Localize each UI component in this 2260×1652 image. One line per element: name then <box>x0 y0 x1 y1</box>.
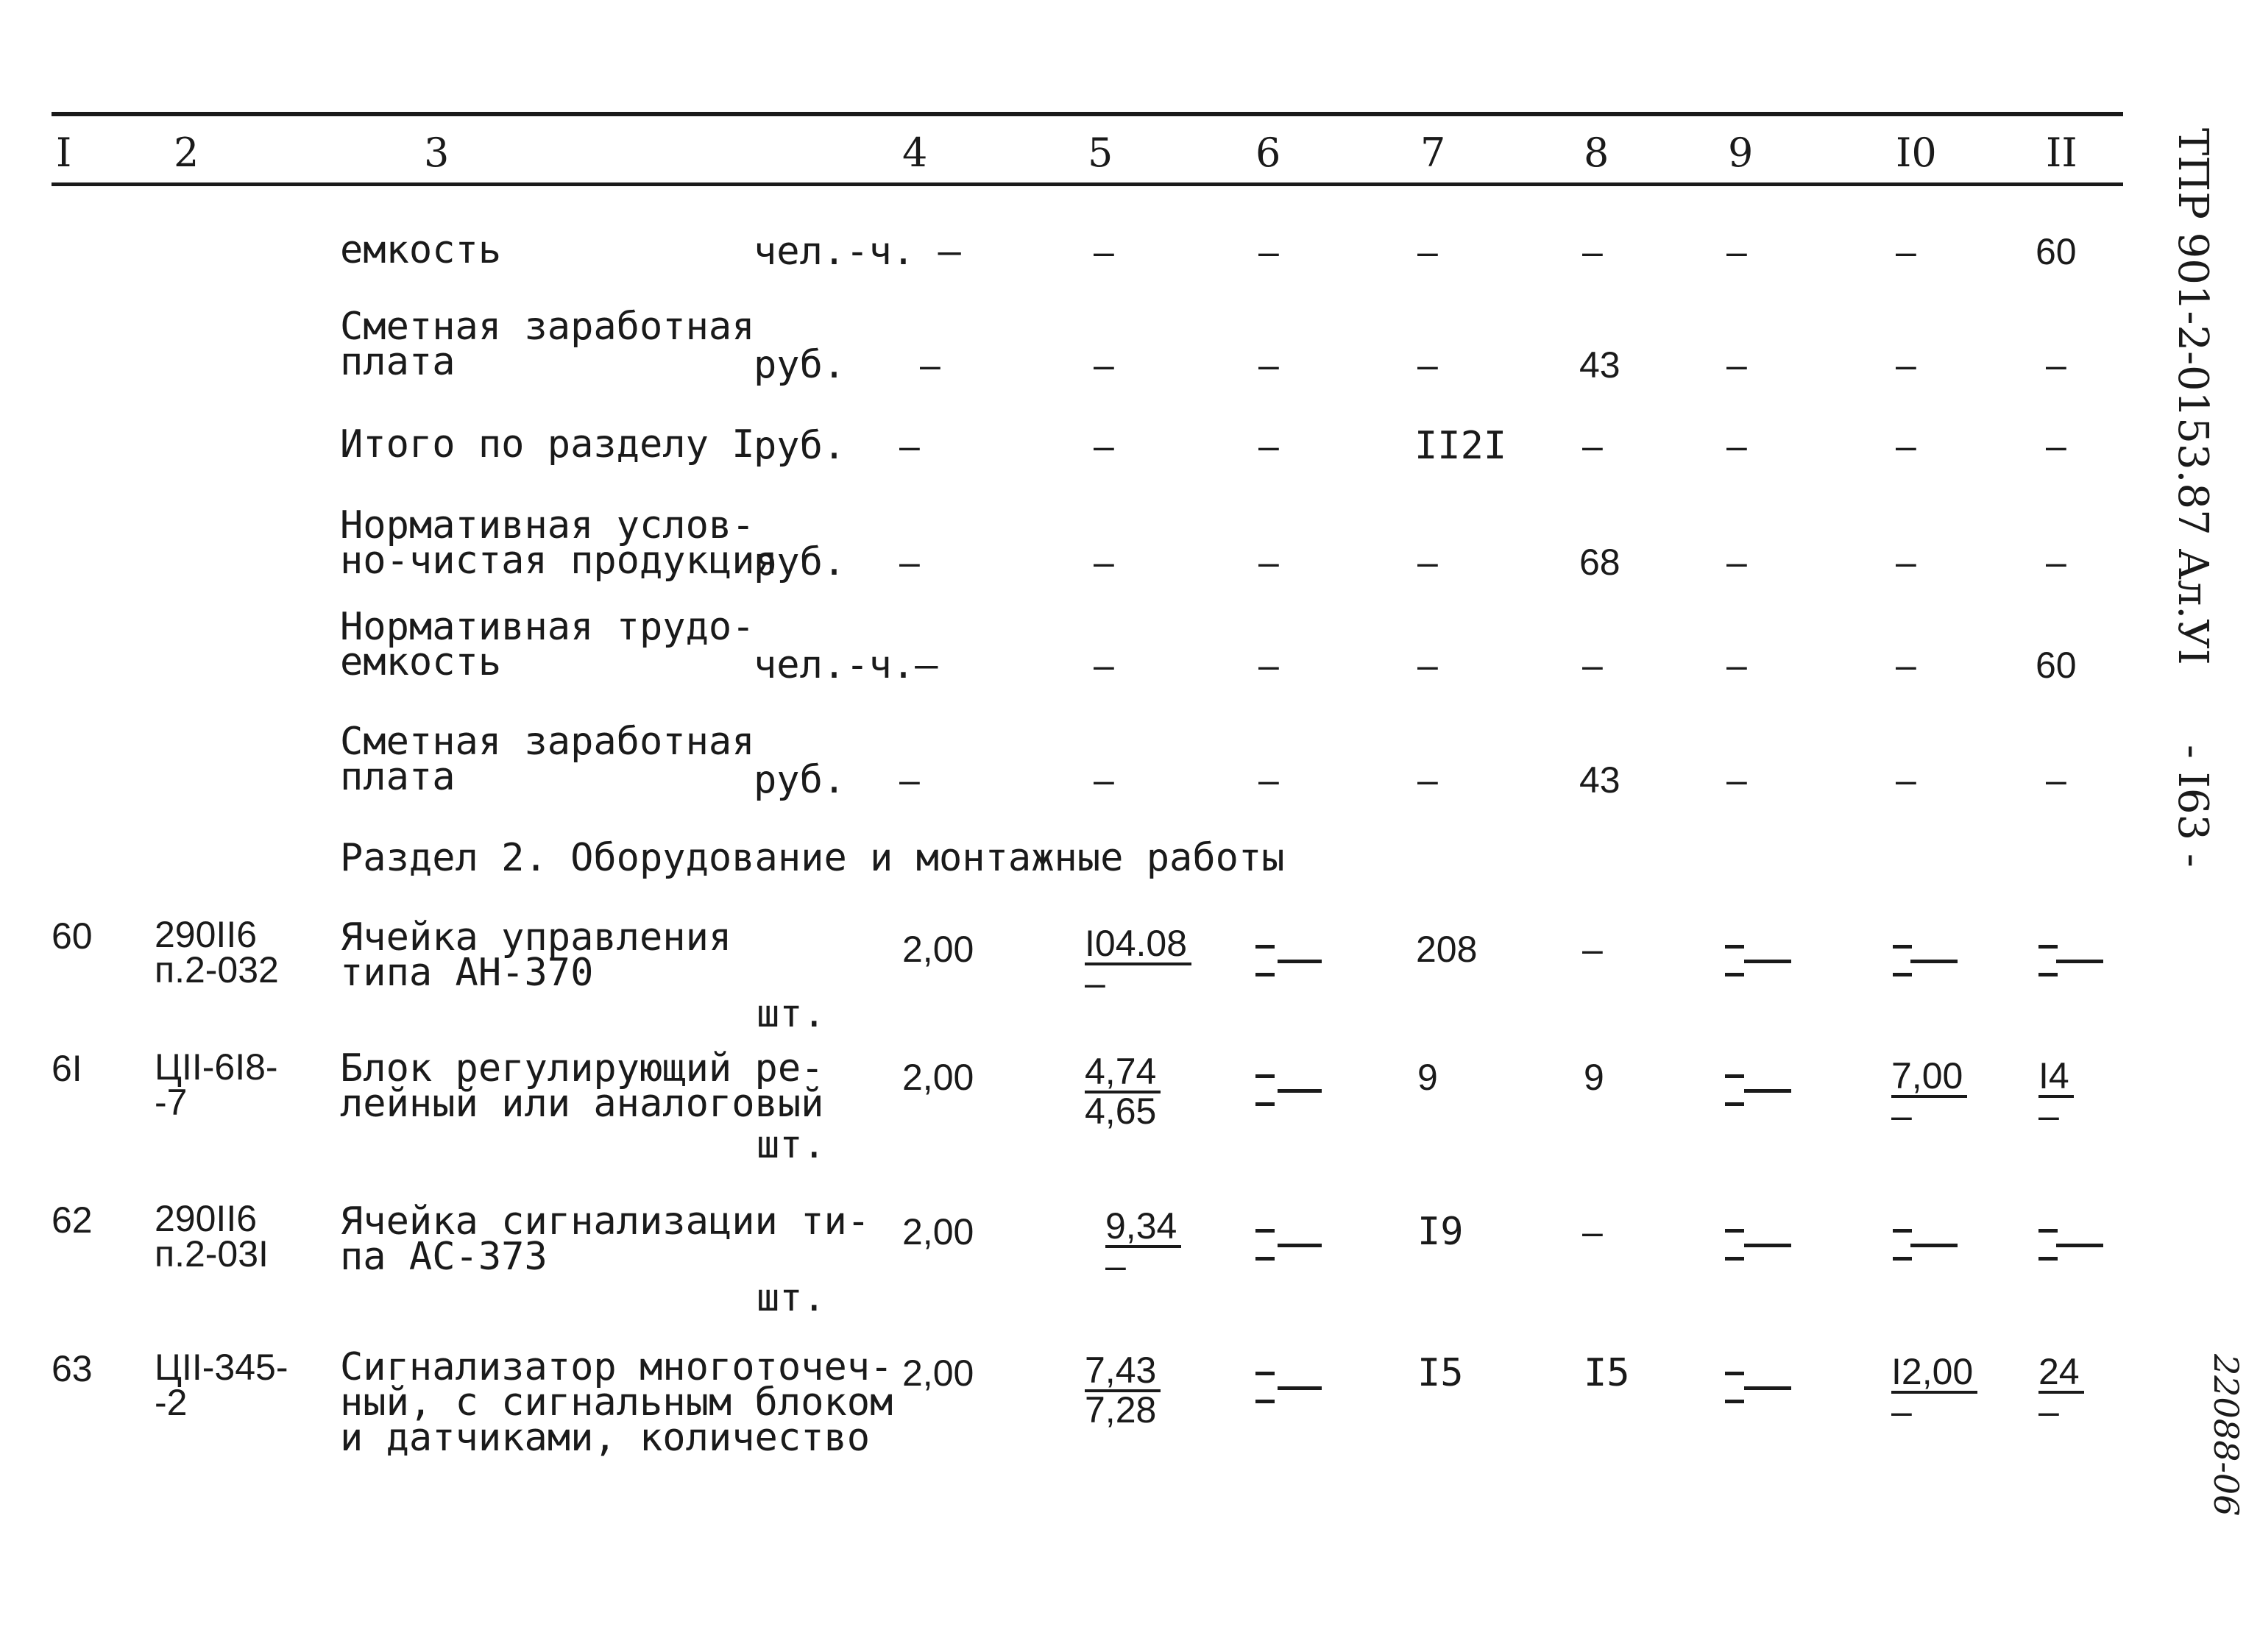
col10-numerator: 7,00 <box>1891 1058 1967 1098</box>
cell-col11: – <box>2046 542 2066 583</box>
row-name: емкость <box>340 228 502 272</box>
cell-col8: 9 <box>1584 1057 1604 1098</box>
cell-col9: – <box>1726 542 1747 583</box>
cell-col10: – <box>1896 542 1916 583</box>
cell-col8: – <box>1582 425 1603 467</box>
cell-col7: – <box>1417 542 1438 583</box>
item-number: 60 <box>52 915 93 957</box>
col11-denominator: – <box>2038 1391 2059 1432</box>
item-unit: шт. <box>757 992 826 1036</box>
cell-col10: – <box>1896 344 1916 386</box>
item-name: Сигнализатор многоточеч- ный, с сигнальным блоком и датчиками, количество <box>340 1345 893 1460</box>
cell-col7: I5 <box>1417 1351 1464 1395</box>
price-fraction <box>1085 923 1191 1004</box>
cell-col8: I5 <box>1584 1351 1630 1395</box>
cell-col8: 43 <box>1579 344 1620 386</box>
cell-col11: – <box>2046 759 2066 801</box>
price-fraction <box>1085 1350 1161 1431</box>
col11-numerator: 24 <box>2038 1354 2084 1394</box>
cell-col6: – <box>1258 542 1279 583</box>
cell-col10: – <box>1896 645 1916 686</box>
price-numerator: 9,34 <box>1105 1208 1181 1248</box>
col11-fraction <box>2038 1351 2084 1432</box>
col-header-6: 6 <box>1255 130 1281 176</box>
price-denominator: – <box>1085 963 1105 1004</box>
col-header-8: 8 <box>1584 130 1609 176</box>
cell-col5: – <box>1094 542 1114 583</box>
section-title: Раздел 2. Оборудование и монтажные работы <box>340 836 1285 880</box>
cell-col10: – <box>1896 231 1916 272</box>
row-name: Сметная заработная плата <box>340 720 755 799</box>
col11-numerator: I4 <box>2038 1058 2074 1098</box>
col10-denominator: – <box>1891 1095 1912 1136</box>
item-quantity: 2,00 <box>902 929 974 970</box>
cell-col7: – <box>1417 344 1438 386</box>
item-quantity: 2,00 <box>902 1211 974 1252</box>
cell-col7: 208 <box>1416 929 1478 970</box>
cell-col8: – <box>1582 231 1603 272</box>
cell-col6: – <box>1258 231 1279 272</box>
item-code: 290II6 п.2-032 <box>155 914 279 990</box>
col-header-10: I0 <box>1896 130 1937 176</box>
cell-col7: II2I <box>1414 424 1507 468</box>
cell-col9: – <box>1726 425 1747 467</box>
col11-denominator: – <box>2038 1095 2059 1136</box>
col10-fraction <box>1891 1055 1967 1136</box>
price-denominator: 7,28 <box>1085 1389 1157 1431</box>
item-code: ЦII-6I8- -7 <box>155 1046 278 1123</box>
cell-col11: – <box>2046 344 2066 386</box>
cell-col5: – <box>1094 231 1114 272</box>
cell-col9: – <box>1726 645 1747 686</box>
col10-numerator: I2,00 <box>1891 1354 1977 1394</box>
cell-col6: – <box>1258 344 1279 386</box>
row-name: Нормативная услов- но-чистая продукция <box>340 503 778 583</box>
cell-col6: – <box>1258 425 1279 467</box>
price-numerator: 7,43 <box>1085 1353 1161 1392</box>
cell-col4: – <box>899 542 920 583</box>
item-number: 62 <box>52 1199 93 1241</box>
cell-col8: 43 <box>1579 759 1620 801</box>
price-denominator: – <box>1105 1245 1126 1286</box>
cell-col8: – <box>1582 645 1603 686</box>
col-header-9: 9 <box>1728 130 1754 176</box>
cell-col7: – <box>1417 231 1438 272</box>
col-header-1: I <box>56 130 72 176</box>
item-unit: шт. <box>757 1276 826 1320</box>
cell-col8: – <box>1582 1211 1603 1252</box>
col11-fraction <box>2038 1055 2074 1136</box>
page-number: - I63 - <box>2169 745 2217 868</box>
item-number: 63 <box>52 1348 93 1389</box>
item-quantity: 2,00 <box>902 1353 974 1394</box>
cell-col7: – <box>1417 759 1438 801</box>
cell-col10: – <box>1896 759 1916 801</box>
col-header-4: 4 <box>902 130 928 176</box>
col-header-3: 3 <box>424 130 450 176</box>
cell-col8: 68 <box>1579 542 1620 583</box>
cell-col6: – <box>1258 645 1279 686</box>
cell-col5: – <box>1094 344 1114 386</box>
col-header-2: 2 <box>174 130 199 176</box>
cell-col4: – <box>899 759 920 801</box>
col-header-11: II <box>2046 130 2077 176</box>
row-name: Нормативная трудо- емкость <box>340 605 755 684</box>
cell-col9: – <box>1726 344 1747 386</box>
col10-denominator: – <box>1891 1391 1912 1432</box>
cell-col11: 60 <box>2036 231 2077 272</box>
cell-col4: – <box>899 425 920 467</box>
cell-col4: – <box>920 344 941 386</box>
item-name: Блок регулирующий ре- лейный или аналоговый <box>340 1046 824 1126</box>
cell-col11: 60 <box>2036 645 2077 686</box>
cell-col5: – <box>1094 425 1114 467</box>
cell-col6: – <box>1258 759 1279 801</box>
cell-col7: – <box>1417 645 1438 686</box>
row-name: Итого по разделу I <box>340 422 755 467</box>
cell-col11: – <box>2046 425 2066 467</box>
cell-col5: – <box>1094 759 1114 801</box>
cell-col7: 9 <box>1417 1057 1438 1098</box>
cell-col9: – <box>1726 231 1747 272</box>
cell-col9: – <box>1726 759 1747 801</box>
cell-col7: I9 <box>1417 1210 1464 1254</box>
item-number: 6I <box>52 1048 82 1089</box>
document-code: ТПР 901-2-0153.87 Ал.УI <box>2169 128 2217 665</box>
row-unit: руб. <box>754 540 846 584</box>
row-unit: руб. <box>754 343 846 387</box>
price-denominator: 4,65 <box>1085 1091 1157 1132</box>
item-name: Ячейка управления типа АН-370 <box>340 915 732 995</box>
item-code: 290II6 п.2-03I <box>155 1198 269 1275</box>
cell-col10: – <box>1896 425 1916 467</box>
col10-fraction <box>1891 1351 1977 1432</box>
col-header-7: 7 <box>1420 130 1446 176</box>
row-unit: руб. <box>754 758 846 802</box>
row-unit: руб. <box>754 424 846 468</box>
row-name: Сметная заработная плата <box>340 305 755 384</box>
price-numerator: I04.08 <box>1085 926 1191 965</box>
item-quantity: 2,00 <box>902 1057 974 1098</box>
row-unit: чел.-ч.– <box>754 643 938 687</box>
price-fraction <box>1085 1051 1161 1132</box>
row-unit: чел.-ч. – <box>754 230 961 274</box>
cell-col5: – <box>1094 645 1114 686</box>
item-name: Ячейка сигнализации ти- па АС-373 <box>340 1199 871 1279</box>
header-top-rule <box>52 112 2123 116</box>
item-unit: шт. <box>757 1123 826 1167</box>
price-numerator: 4,74 <box>1085 1054 1161 1093</box>
price-fraction <box>1105 1205 1181 1286</box>
cell-col8: – <box>1582 929 1603 970</box>
item-code: ЦII-345- -2 <box>155 1347 288 1423</box>
archive-stamp: 22088-06 <box>2206 1354 2246 1517</box>
header-bottom-rule <box>52 182 2123 186</box>
col-header-5: 5 <box>1088 130 1113 176</box>
